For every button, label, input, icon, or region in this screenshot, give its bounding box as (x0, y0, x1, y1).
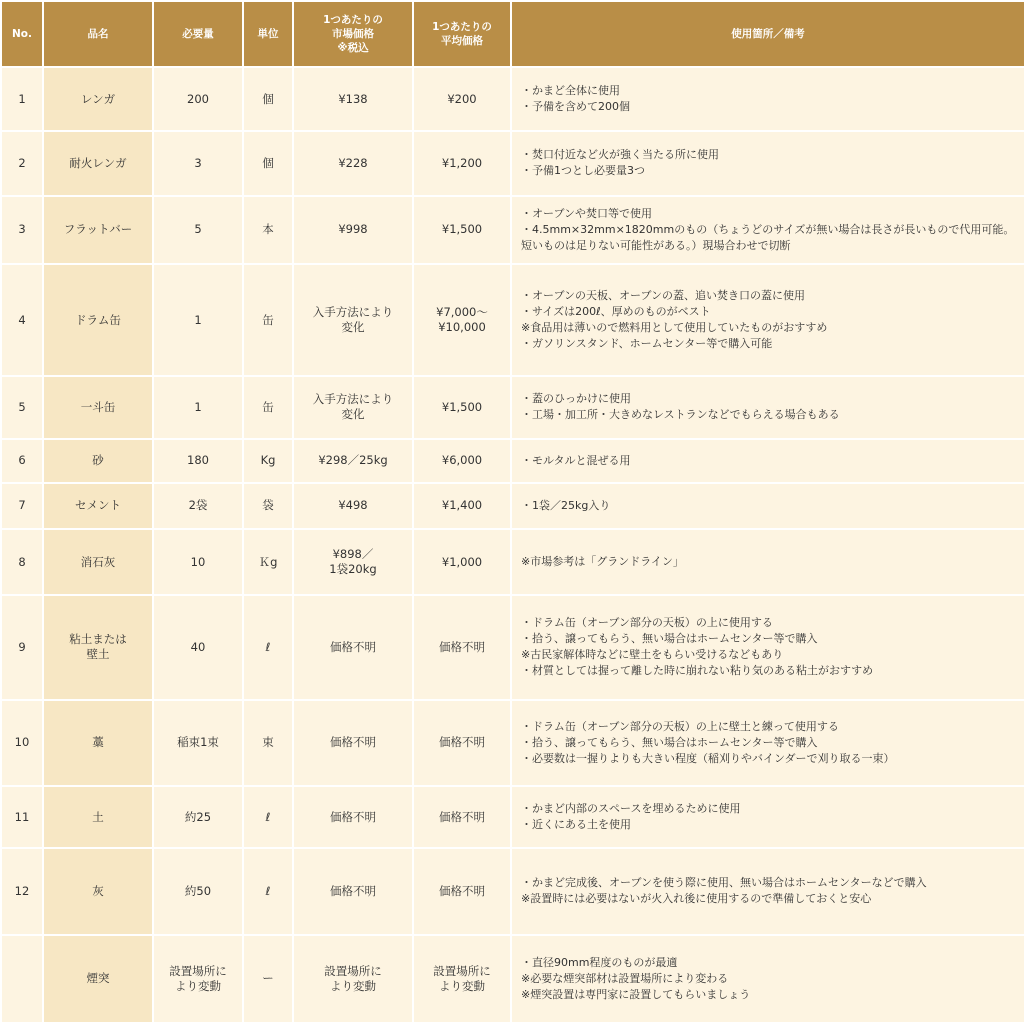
cell-market-price (293, 700, 413, 786)
note-line: ・拾う、譲ってもらう、無い場合はホームセンター等で購入 (521, 632, 818, 646)
cell-qty: 40 (153, 595, 243, 699)
cell-market-price-line: 価格不明 (330, 883, 376, 898)
cell-note (511, 935, 1024, 1023)
cell-name-line: 一斗缶 (80, 399, 116, 414)
header-no: No. (1, 1, 43, 67)
cell-name-line: 灰 (92, 883, 104, 898)
cell-qty-line: より変動 (175, 978, 221, 993)
cell-avg-price (413, 700, 511, 786)
cell-market-price-line: より変動 (330, 978, 376, 993)
cell-avg-price (413, 376, 511, 438)
note-line: ・ドラム缶（オーブン部分の天板）の上に壁土と練って使用する (521, 719, 839, 733)
cell-qty: 1 (153, 264, 243, 376)
cell-unit: Kg (243, 439, 293, 483)
cell-avg-price-line: ¥6,000 (441, 453, 483, 468)
note-line: ※市場参考は「グランドライン」 (521, 555, 684, 569)
note-line: ・予備1つとし必要量3つ (521, 164, 645, 178)
cell-avg-price (413, 439, 511, 483)
cell-qty: 稲束1束 (153, 700, 243, 786)
cell-avg-price (413, 67, 511, 131)
header-market-price-line: ※税込 (337, 42, 369, 54)
cell-no (1, 935, 43, 1023)
cell-market-price-line: 価格不明 (330, 639, 376, 654)
cell-market-price (293, 196, 413, 264)
header-market-price (293, 1, 413, 67)
cell-unit: 束 (243, 700, 293, 786)
cell-name-line: セメント (75, 498, 121, 513)
cell-market-price-line: 入手方法により (312, 305, 394, 320)
cell-avg-price-line: ¥1,200 (441, 155, 483, 170)
cell-no: 5 (1, 376, 43, 438)
note-line: ・4.5mm×32mm×1820mmのもの（ちょうどのサイズが無い場合は長さが長いもので代用可能。短いものは足りない可能性がある。）現場合わせで切断 (521, 222, 1015, 252)
cell-qty-line: 設置場所に (169, 963, 227, 978)
cell-qty: 約25 (153, 786, 243, 848)
cell-market-price (293, 376, 413, 438)
note-line: ・ガソリンスタンド、ホームセンター等で購入可能 (521, 337, 773, 351)
cell-qty (153, 935, 243, 1023)
cell-name-line: 耐火レンガ (69, 155, 127, 170)
note-line: ※煙突設置は専門家に設置してもらいましょう (521, 987, 751, 1001)
cell-note (511, 786, 1024, 848)
note-line: ・工場・加工所・大きめなレストランなどでもらえる場合もある (521, 408, 840, 422)
cell-name (43, 439, 153, 483)
cell-name-line: 土 (92, 809, 104, 824)
cell-note (511, 483, 1024, 529)
table-row (1, 483, 1024, 529)
note-line: ・必要数は一握りよりも大きい程度（稲刈りやバインダーで刈り取る一束） (521, 751, 895, 765)
note-line: ※食品用は薄いので燃料用として使用していたものがおすすめ (521, 321, 828, 335)
cell-note (511, 131, 1024, 195)
cell-avg-price-line: ¥10,000 (438, 320, 486, 335)
cell-qty: 200 (153, 67, 243, 131)
cell-market-price-line: 価格不明 (330, 735, 376, 750)
note-line: ・近くにある土を使用 (521, 818, 631, 832)
cell-market-price (293, 935, 413, 1023)
cell-unit: ー (243, 935, 293, 1023)
table-row (1, 529, 1024, 595)
cell-qty: 1 (153, 376, 243, 438)
cell-note (511, 376, 1024, 438)
note-line: ・オーブンや焚口等で使用 (521, 206, 653, 220)
table-body (1, 67, 1024, 1023)
cell-market-price (293, 595, 413, 699)
note-line: ・かまど完成後、オーブンを使う際に使用、無い場合はホームセンターなどで購入 (521, 876, 927, 890)
cell-unit: 個 (243, 131, 293, 195)
cell-note (511, 264, 1024, 376)
cell-market-price-line: ¥498 (338, 498, 368, 513)
cell-name-line: フラットバー (63, 222, 133, 237)
cell-name (43, 595, 153, 699)
cell-no: 12 (1, 848, 43, 934)
cell-name-line: レンガ (80, 91, 116, 106)
table-row (1, 196, 1024, 264)
cell-market-price-line: 設置場所に (324, 963, 382, 978)
cell-market-price-line: ¥138 (338, 91, 368, 106)
table-row (1, 700, 1024, 786)
table-row (1, 67, 1024, 131)
cell-avg-price (413, 529, 511, 595)
cell-no: 8 (1, 529, 43, 595)
cell-name (43, 131, 153, 195)
cell-avg-price-line: ¥7,000〜 (436, 305, 488, 320)
header-avg-price-line: 平均価格 (441, 35, 483, 47)
table-row (1, 264, 1024, 376)
cell-qty: 2袋 (153, 483, 243, 529)
cell-avg-price-line: ¥200 (447, 91, 477, 106)
cell-name-line: 壁土 (86, 647, 110, 662)
cell-market-price (293, 131, 413, 195)
cell-avg-price (413, 131, 511, 195)
cell-name-line: 消石灰 (80, 554, 116, 569)
cell-no: 2 (1, 131, 43, 195)
cell-market-price-line: 価格不明 (330, 809, 376, 824)
cell-avg-price-line: より変動 (439, 978, 485, 993)
cell-unit: 袋 (243, 483, 293, 529)
table-row (1, 935, 1024, 1023)
cell-note (511, 67, 1024, 131)
cell-avg-price (413, 848, 511, 934)
cell-market-price-line: ¥228 (338, 155, 368, 170)
cell-name (43, 786, 153, 848)
note-line: ・オーブンの天板、オーブンの蓋、追い焚き口の蓋に使用 (521, 289, 806, 303)
note-line: ・直径90mm程度のものが最適 (521, 955, 678, 969)
cell-market-price-line: 変化 (341, 407, 365, 422)
cell-avg-price-line: ¥1,000 (441, 554, 483, 569)
cell-unit: 本 (243, 196, 293, 264)
header-unit: 単位 (243, 1, 293, 67)
cell-note (511, 196, 1024, 264)
cell-no: 4 (1, 264, 43, 376)
table-row (1, 848, 1024, 934)
cell-avg-price-line: ¥1,500 (441, 222, 483, 237)
note-line: ※設置時には必要はないが火入れ後に使用するので準備しておくと安心 (521, 892, 872, 906)
cell-name (43, 264, 153, 376)
note-line: ※古民家解体時などに壁土をもらい受けるなどもあり (521, 648, 784, 662)
note-line: ・ドラム缶（オーブン部分の天板）の上に使用する (521, 616, 773, 630)
cell-note (511, 848, 1024, 934)
cell-no: 7 (1, 483, 43, 529)
note-line: ・予備を含めて200個 (521, 100, 630, 114)
cell-avg-price (413, 595, 511, 699)
cell-qty: 180 (153, 439, 243, 483)
cell-market-price (293, 848, 413, 934)
cell-name-line: 砂 (92, 453, 104, 468)
cell-avg-price-line: 価格不明 (439, 883, 485, 898)
cell-note (511, 700, 1024, 786)
cell-avg-price-line: 設置場所に (433, 963, 491, 978)
cell-market-price-line: 入手方法により (312, 392, 394, 407)
note-line: ・かまど内部のスペースを埋めるために使用 (521, 802, 741, 816)
cell-name-line: ドラム缶 (75, 312, 121, 327)
cell-avg-price (413, 935, 511, 1023)
cell-name (43, 483, 153, 529)
cell-unit: ℓ (243, 848, 293, 934)
note-line: ・モルタルと混ぜる用 (521, 453, 631, 467)
cell-unit: 個 (243, 67, 293, 131)
cell-no: 1 (1, 67, 43, 131)
cell-name-line: 粘土または (69, 632, 127, 647)
header-note: 使用箇所／備考 (511, 1, 1024, 67)
cell-avg-price-line: 価格不明 (439, 639, 485, 654)
cell-market-price (293, 67, 413, 131)
note-line: ※必要な煙突部材は設置場所により変わる (521, 971, 729, 985)
cell-no: 9 (1, 595, 43, 699)
table-header-row (1, 1, 1024, 67)
cell-name (43, 529, 153, 595)
cell-note (511, 529, 1024, 595)
cell-unit: ℓ (243, 786, 293, 848)
cell-avg-price (413, 264, 511, 376)
cell-qty: 約50 (153, 848, 243, 934)
cell-name (43, 848, 153, 934)
cell-avg-price (413, 483, 511, 529)
cell-market-price-line: ¥998 (338, 222, 368, 237)
cell-unit: 缶 (243, 264, 293, 376)
note-line: ・焚口付近など火が強く当たる所に使用 (521, 148, 719, 162)
cell-name (43, 935, 153, 1023)
cell-no: 3 (1, 196, 43, 264)
note-line: ・蓋のひっかけに使用 (521, 392, 631, 406)
cell-unit: ℓ (243, 595, 293, 699)
header-qty: 必要量 (153, 1, 243, 67)
cell-name (43, 700, 153, 786)
cell-no: 10 (1, 700, 43, 786)
note-line: ・かまど全体に使用 (521, 84, 620, 98)
table-row (1, 376, 1024, 438)
cell-avg-price-line: ¥1,400 (441, 498, 483, 513)
cell-qty: 10 (153, 529, 243, 595)
cell-name (43, 376, 153, 438)
note-line: ・サイズは200ℓ、厚めのものがベスト (521, 305, 711, 319)
cell-avg-price-line: 価格不明 (439, 809, 485, 824)
note-line: ・拾う、譲ってもらう、無い場合はホームセンター等で購入 (521, 735, 818, 749)
cell-name (43, 67, 153, 131)
header-avg-price (413, 1, 511, 67)
note-line: ・1袋／25kg入り (521, 498, 611, 512)
cell-market-price (293, 439, 413, 483)
cell-market-price-line: ¥898／ (332, 547, 374, 562)
header-market-price-line: 市場価格 (332, 28, 374, 40)
cell-market-price-line: ¥298／25kg (318, 453, 388, 468)
cell-market-price (293, 786, 413, 848)
cell-avg-price (413, 196, 511, 264)
table-row (1, 595, 1024, 699)
cell-avg-price (413, 786, 511, 848)
cell-market-price-line: 1袋20kg (329, 562, 377, 577)
cell-name-line: 煙突 (86, 971, 110, 986)
table-row (1, 439, 1024, 483)
cell-name-line: 藁 (92, 735, 104, 750)
cell-market-price-line: 変化 (341, 320, 365, 335)
cell-avg-price-line: ¥1,500 (441, 399, 483, 414)
cell-name (43, 196, 153, 264)
header-name: 品名 (43, 1, 153, 67)
cell-unit: 缶 (243, 376, 293, 438)
cell-no: 6 (1, 439, 43, 483)
cell-qty: 5 (153, 196, 243, 264)
cell-no: 11 (1, 786, 43, 848)
cell-market-price (293, 529, 413, 595)
cell-qty: 3 (153, 131, 243, 195)
cell-market-price (293, 264, 413, 376)
cell-note (511, 439, 1024, 483)
cell-market-price (293, 483, 413, 529)
cell-unit: Ｋg (243, 529, 293, 595)
table-row (1, 786, 1024, 848)
cell-avg-price-line: 価格不明 (439, 735, 485, 750)
table-row (1, 131, 1024, 195)
note-line: ・材質としては握って離した時に崩れない粘り気のある粘土がおすすめ (521, 664, 874, 678)
header-market-price-line: 1つあたりの (323, 14, 383, 26)
cell-note (511, 595, 1024, 699)
header-avg-price-line: 1つあたりの (432, 21, 492, 33)
